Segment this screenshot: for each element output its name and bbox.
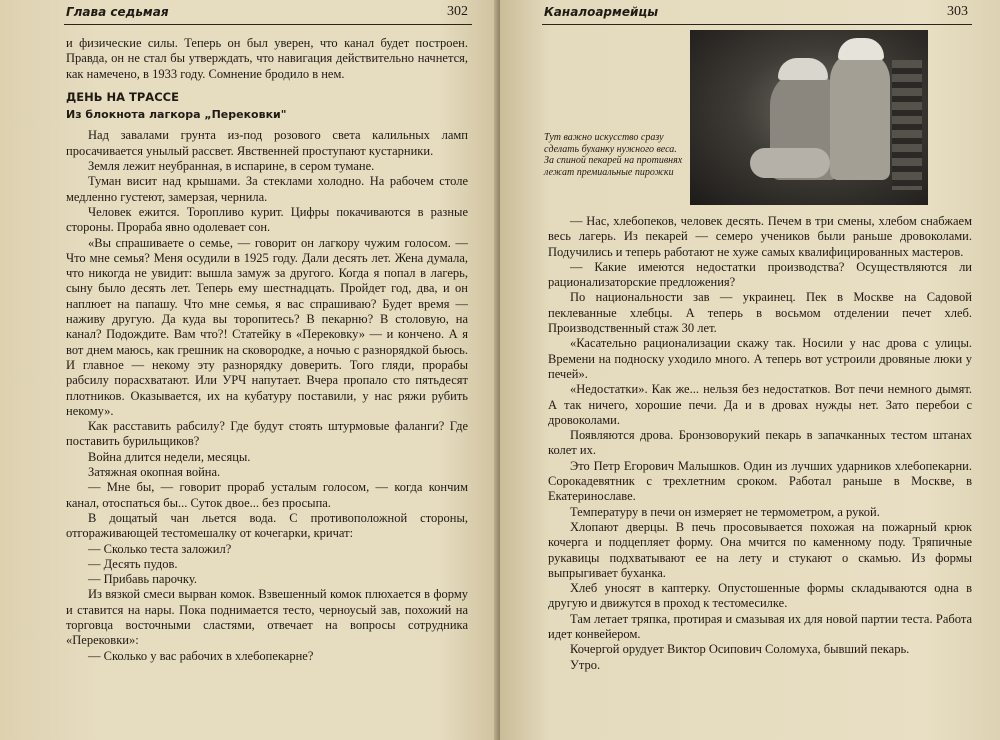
left-page-header <box>64 4 472 25</box>
paragraph: — Прибавь парочку. <box>88 572 197 587</box>
paragraph: Хлеб уносят в каптерку. Опустошенные формы складываются одна в другую и движутся в проход к тестомесилке. <box>548 581 972 611</box>
paragraph: — Сколько у вас рабочих в хлебопекарне? <box>88 648 314 663</box>
paragraph: Хлопают дверцы. В печь просовывается похожая на пожарный крюк кочерга и подцепляет форму. Она мчится по каменному поду. Тряпичные рукавицы подхватывают ее на лету и стукают о скамью. Из формы выпрыгивает буханка. <box>548 519 972 580</box>
paragraph: — Десять пудов. <box>88 556 178 571</box>
paragraph: Это Петр Егорович Малышков. Один из лучших ударников хлебопекарни. Сорокадевятник с трехлетним сроком. Работал раньше в Москве, в Екатеринославе. <box>548 458 972 504</box>
paragraph: «Вы спрашиваете о семье, — говорит он лагкору чужим голосом. — Что мне семья? Меня осудили в 1925 году. Дали десять лет. Жена думала, что никогда не увидит: вышла замуж за другого. Когда я попал в лагерь, сыну было десять лет. Теперь ему шестнадцать. Пройдет год, два, и он наплюет на папашу. Что мне семья, я вас спрашиваю? Будет время — наживу другую. Да куда вы торопитесь? В пекарню? В столовую, на канал? Подождите. Вам что?! Статейку в «Перековку» — и кончено. А я вот днем маюсь, как грешник на сковородке, а ночью с разнорядкой бьюсь. И главное — некому эту разнорядку доверить. Того гляди, прорабы рабсилу порасхватают. Или УРЧ напутает. Вчера пропало сто пятьдесят плотников. Оказывается, их на кубатуру поставили, у нас ряжи рубить некому». <box>66 235 468 418</box>
paragraph: Человек ежится. Торопливо курит. Цифры покачиваются в разные стороны. Прораба явно одолевает сон. <box>66 204 468 235</box>
paragraph: — Мне бы, — говорит прораб усталым голосом, — когда кончим канал, отоспаться бы... Суток двое... без просыпа. <box>66 480 468 510</box>
paragraph: Затяжная окопная война. <box>88 465 221 480</box>
paragraph: — Нас, хлебопеков, человек десять. Печем в три смены, хлебом снабжаем весь лагерь. Из пекарей — семеро учеников были раньше дровоколами. Подучились и теперь работают не хуже самых квалифицированных мастеров. <box>548 214 972 259</box>
page-number: 302 <box>447 4 468 19</box>
paragraph: Земля лежит неубранная, в испарине, в сером тумане. <box>88 159 375 174</box>
paragraph: Кочергой орудует Виктор Осипович Соломуха, бывший пекарь. <box>570 642 910 657</box>
paragraph: Появляются дрова. Бронзоворукий пекарь в запачканных тестом штанах колет их. <box>548 428 972 458</box>
paragraph: Утро. <box>570 657 601 672</box>
paragraph: — Сколько теста заложил? <box>88 541 232 556</box>
paragraph: — Какие имеются недостатки производства? Осуществляются ли рационализаторские предложения? <box>548 259 972 290</box>
page-number: 303 <box>947 4 968 19</box>
left-page <box>0 0 498 740</box>
paragraph: «Касательно рационализации скажу так. Носили у нас дрова с улицы. Времени на подноску уходило много. А теперь вот устроили дровяные люки у печей». <box>548 336 972 381</box>
right-page-header <box>542 4 972 25</box>
right-page <box>500 0 1000 740</box>
left-page-text <box>66 36 468 664</box>
baker-figure <box>830 50 890 180</box>
paragraph: Туман висит над крышами. За стеклами холодно. На рабочем столе медленно густеют, замерзая, чернила. <box>66 174 468 204</box>
section-subtitle: Из блокнота лагкора „Перековки" <box>66 108 287 122</box>
photo-caption: Тут важно искусство сразу сделать буханку нужного веса. За спиной пекарей на противнях лежат премиальные пирожки <box>544 132 683 178</box>
baker-cap <box>778 58 828 80</box>
paragraph: Из вязкой смеси вырван комок. Взвешенный комок плюхается в форму и ставится на нары. Пока поднимается тесто, черноусый зав, похожий на торговца восточными сластями, отвечает на вопросы сотрудника «Перековки»: <box>66 587 468 648</box>
paragraph: В дощатый чан льется вода. С противоположной стороны, отгораживающей тестомешалку от кочегарки, кричат: <box>66 510 468 541</box>
right-page-text <box>548 214 972 673</box>
paragraph: Там летает тряпка, протирая и смазывая их для новой партии теста. Работа идет конвейером. <box>548 611 972 642</box>
paragraph: По национальности зав — украинец. Пек в Москве на Садовой пеклеванные хлебцы. А теперь в восьмом отделении печет хлеб. Производственный стаж 30 лет. <box>548 290 972 336</box>
bread-shelves <box>892 60 922 190</box>
bakery-photo <box>690 30 928 205</box>
chapter-title: Глава седьмая <box>66 5 169 19</box>
paragraph: и физические силы. Теперь он был уверен, что канал будет построен. Правда, он не стал бы утверждать, что навигация действительно начнется, как намечено, в 1933 году. Сомнение бродило в нем. <box>66 36 468 81</box>
chapter-title: Каналоармейцы <box>544 5 659 19</box>
dough-loaf <box>750 148 830 178</box>
baker-cap <box>838 38 884 60</box>
paragraph: Как расставить рабсилу? Где будут стоять штурмовые фаланги? Где поставить бурильщиков? <box>66 419 468 449</box>
paragraph: «Недостатки». Как же... нельзя без недостатков. Вот печи немного дымят. А так ничего, хорошие печи. Да и в дровах нужды нет. Зато перебои с дровоколами. <box>548 382 972 427</box>
paragraph: Температуру в печи он измеряет не термометром, а рукой. <box>570 504 880 519</box>
section-title: ДЕНЬ НА ТРАССЕ <box>66 89 179 104</box>
paragraph: Война длится недели, месяцы. <box>88 449 251 464</box>
paragraph: Над завалами грунта из-под розового света калильных ламп просачивается унылый рассвет. Явственней проступают кустарники. <box>66 128 468 158</box>
